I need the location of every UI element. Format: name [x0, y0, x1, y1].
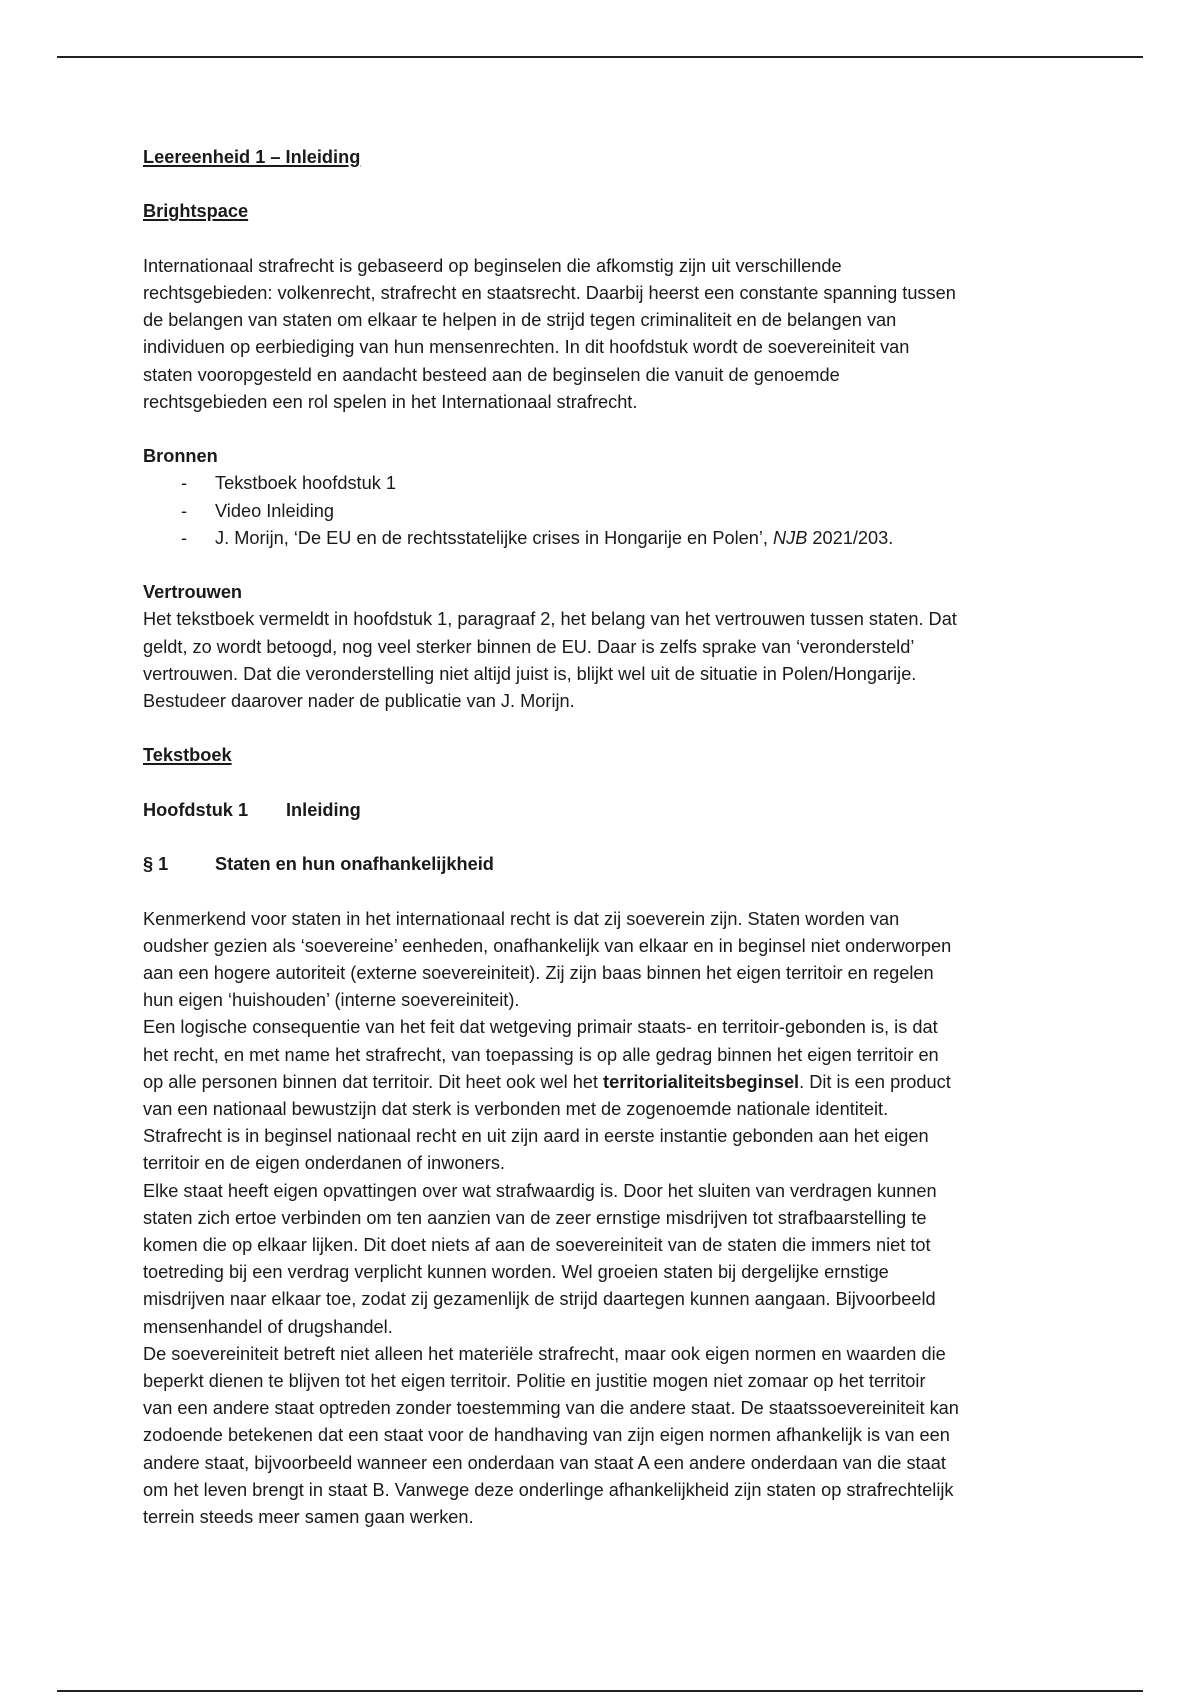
sources-heading: Bronnen — [143, 446, 218, 467]
sources-list-item: - Video Inleiding — [143, 498, 1063, 525]
body-line: komen die op elkaar lijken. Dit doet niets af aan de soevereiniteit van de staten die immers niet tot — [143, 1235, 931, 1255]
chapter-label: Hoofdstuk 1 — [143, 799, 249, 820]
trust-line: vertrouwen. Dat die veronderstelling niet altijd juist is, blijkt wel uit de situatie in Polen/Hongarije. — [143, 663, 917, 684]
chapter-title: Inleiding — [286, 799, 361, 820]
header-rule — [57, 56, 1143, 58]
intro-line: rechtsgebieden: volkenrecht, strafrecht en staatsrecht. Daarbij heerst een constante spanning tussen — [143, 282, 956, 303]
body-line: aan een hogere autoriteit (externe soevereiniteit). Zij zijn baas binnen het eigen territoir en regelen — [143, 962, 934, 983]
intro-line: rechtsgebieden een rol spelen in het Internationaal strafrecht. — [143, 391, 638, 412]
body-line: toetreding bij een verdrag verplicht kunnen worden. Wel groeien staten bij dergelijke ernstige — [143, 1262, 889, 1283]
section-number: § 1 — [143, 854, 169, 875]
sources-list-item: - Tekstboek hoofdstuk 1 — [143, 470, 1063, 497]
intro-line: Internationaal strafrecht is gebaseerd op beginselen die afkomstig zijn uit verschillende — [143, 255, 842, 276]
body-line: beperkt dienen te blijven tot het eigen territoir. Politie en justitie mogen niet zomaar op het territoir — [143, 1371, 926, 1392]
footer-rule — [57, 1690, 1143, 1692]
section-title: Staten en hun onafhankelijkheid — [215, 854, 494, 875]
list-dash: - — [181, 527, 188, 548]
body-line: Elke staat heeft eigen opvattingen over wat strafwaardig is. Door het sluiten van verdragen kunnen — [143, 1180, 937, 1201]
body-line: oudsher gezien als ‘soevereine’ eenheden, onafhankelijk van elkaar en in beginsel niet onderworpen — [143, 935, 952, 956]
body-line: van een andere staat optreden zonder toestemming van die andere staat. De staatssoevereiniteit kan — [143, 1398, 959, 1419]
intro-paragraph — [143, 253, 1063, 416]
body-line: op alle personen binnen dat territoir. Dit heet ook wel het territorialiteitsbeginsel. Dit is een product — [143, 1071, 951, 1092]
brightspace-heading: Brightspace — [143, 201, 249, 222]
intro-line: de belangen van staten om elkaar te helpen in de strijd tegen criminaliteit en de belangen van — [143, 310, 897, 331]
body-line: De soevereiniteit betreft niet alleen het materiële strafrecht, maar ook eigen normen en waarden die — [143, 1343, 946, 1364]
unit-heading: Leereenheid 1 – Inleiding — [143, 147, 361, 167]
body-line: zodoende betekenen dat een staat voor de handhaving van zijn eigen normen afhankelijk is van een — [143, 1425, 950, 1446]
list-dash: - — [181, 473, 188, 494]
body-line: staten zich ertoe verbinden om ten aanzien van de zeer ernstige misdrijven tot strafbaarstelling te — [143, 1207, 927, 1228]
body-line: van een nationaal bewustzijn dat sterk is verbonden met de zogenoemde nationale identiteit. — [143, 1098, 889, 1119]
chapter-heading — [143, 797, 1063, 824]
sources-list — [143, 470, 1063, 552]
section-body — [143, 906, 1063, 1532]
section-heading — [143, 851, 1063, 878]
body-line: het recht, en met name het strafrecht, van toepassing is op alle gedrag binnen het eigen territoir en — [143, 1044, 939, 1065]
body-line: Kenmerkend voor staten in het internationaal recht is dat zij soeverein zijn. Staten worden van — [143, 908, 900, 929]
trust-paragraph — [143, 606, 1063, 715]
trust-line: geldt, zo wordt betoogd, nog veel sterker binnen de EU. Daar is zelfs sprake van ‘verondersteld’ — [143, 636, 915, 657]
intro-line: staten vooropgesteld en aandacht besteed aan de beginselen die vanuit de genoemde — [143, 364, 840, 385]
body-line: territoir en de eigen onderdanen of inwoners. — [143, 1153, 505, 1174]
body-line: hun eigen ‘huishouden’ (interne soevereiniteit). — [143, 990, 520, 1011]
trust-heading: Vertrouwen — [143, 582, 243, 603]
body-line: Een logische consequentie van het feit dat wetgeving primair staats- en territoir-gebonden is, is dat — [143, 1017, 938, 1038]
intro-line: individuen op eerbiediging van hun mensenrechten. In dit hoofdstuk wordt de soevereiniteit van — [143, 337, 910, 358]
document-body — [143, 144, 1063, 1531]
body-line: misdrijven naar elkaar toe, zodat zij gezamenlijk de strijd daartegen kunnen aangaan. Bijvoorbeeld — [143, 1289, 936, 1310]
sources-list-item: - J. Morijn, ‘De EU en de rechtsstatelijke crises in Hongarije en Polen’, NJB 2021/203. — [143, 525, 1063, 552]
body-line: mensenhandel of drugshandel. — [143, 1316, 393, 1337]
textbook-heading: Tekstboek — [143, 745, 232, 766]
trust-line: Het tekstboek vermeldt in hoofdstuk 1, paragraaf 2, het belang van het vertrouwen tussen staten. Dat — [143, 609, 957, 630]
trust-line: Bestudeer daarover nader de publicatie van J. Morijn. — [143, 691, 575, 711]
list-dash: - — [181, 500, 188, 521]
body-line: Strafrecht is in beginsel nationaal recht en uit zijn aard in eerste instantie gebonden aan het eigen — [143, 1126, 929, 1147]
key-term: territorialiteitsbeginsel — [603, 1071, 800, 1092]
journal-name: NJB — [773, 527, 808, 548]
body-line: terrein steeds meer samen gaan werken. — [143, 1507, 474, 1528]
body-line: andere staat, bijvoorbeeld wanneer een onderdaan van staat A een andere onderdaan van die staat — [143, 1452, 946, 1473]
body-line: om het leven brengt in staat B. Vanwege deze onderlinge afhankelijkheid zijn staten op strafrechtelijk — [143, 1479, 954, 1500]
